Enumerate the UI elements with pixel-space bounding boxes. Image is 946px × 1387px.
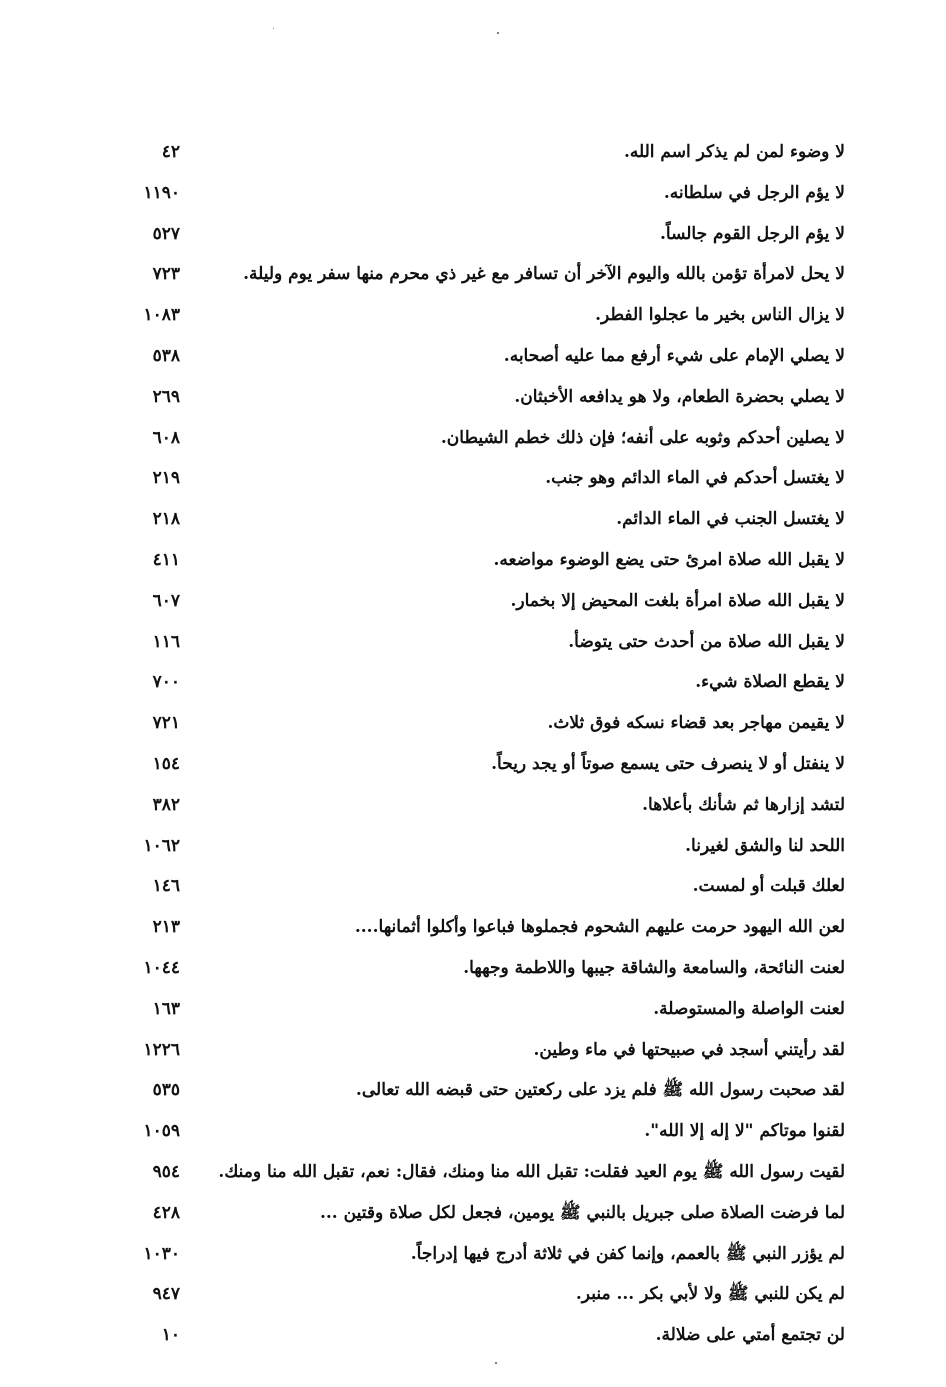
index-entry <box>70 1111 870 1152</box>
hadith-text: لن تجتمع أمتي على ضلالة. <box>655 1325 845 1346</box>
index-entry <box>70 336 870 377</box>
index-entry <box>70 1234 870 1275</box>
index-entry <box>70 1030 870 1071</box>
hadith-text: لعلك قبلت أو لمست. <box>692 876 845 897</box>
scan-speck <box>273 28 274 29</box>
hadith-text: لا يغتسل الجنب في الماء الدائم. <box>616 509 845 530</box>
index-entry <box>70 173 870 214</box>
index-entry <box>70 418 870 459</box>
hadith-text: لا يصلي بحضرة الطعام، ولا هو يدافعه الأخبثان. <box>514 386 845 407</box>
page-number: ١٠٤٤ <box>143 957 180 978</box>
page-number: ١٠ <box>161 1325 180 1346</box>
page-number: ٤١١ <box>152 549 180 570</box>
page-number: ١٤٦ <box>152 876 180 897</box>
page-number: ٦٠٧ <box>152 590 180 611</box>
page-number: ٦٠٨ <box>152 427 180 448</box>
page-number: ١٦٣ <box>152 998 180 1019</box>
index-entry <box>70 907 870 948</box>
hadith-text: لا يقبل الله صلاة امرأة بلغت المحيض إلا بخمار. <box>510 590 845 611</box>
index-entry <box>70 499 870 540</box>
hadith-text: لقنوا موتاكم "لا إله إلا الله". <box>644 1121 845 1142</box>
hadith-text: لا وضوء لمن لم يذكر اسم الله. <box>623 142 845 162</box>
hadith-text: لعنت الواصلة والمستوصلة. <box>653 998 845 1019</box>
page-number: ٩٥٤ <box>152 1161 180 1182</box>
hadith-text: لم يكن للنبي ﷺ ولا لأبي بكر ... منبر. <box>575 1284 845 1305</box>
page-number: ١٠٦٢ <box>143 835 180 856</box>
hadith-text: لا يقبل الله صلاة امرئ حتى يضع الوضوء مواضعه. <box>493 549 845 570</box>
page-number: ٧٢٣ <box>152 264 180 285</box>
page-number: ٢١٨ <box>152 509 180 530</box>
hadith-text: لا يحل لامرأة تؤمن بالله واليوم الآخر أن تسافر مع غير ذي محرم منها سفر يوم وليلة. <box>243 264 845 285</box>
page-number: ٥٢٧ <box>152 223 180 244</box>
index-entry <box>70 622 870 663</box>
index-entry <box>70 1274 870 1315</box>
page-number: ٣٨٢ <box>152 794 180 815</box>
index-entry <box>70 295 870 336</box>
hadith-text: لا يقطع الصلاة شيء. <box>695 672 845 693</box>
index-entry <box>70 826 870 867</box>
index-entry <box>70 948 870 989</box>
hadith-text: لما فرضت الصلاة صلى جبريل بالنبي ﷺ يومين، فجعل لكل صلاة وقتين ... <box>319 1202 845 1223</box>
index-entry <box>70 1070 870 1111</box>
index-entry <box>70 214 870 255</box>
hadith-text: لقد رأيتني أسجد في صبيحتها في ماء وطين. <box>533 1039 845 1060</box>
index-entry <box>70 989 870 1030</box>
page-number: ٤٢ <box>161 142 180 162</box>
hadith-index-list <box>70 132 870 1356</box>
hadith-text: لا يصلين أحدكم وثوبه على أنفه؛ فإن ذلك خطم الشيطان. <box>440 427 845 448</box>
page-number: ٢١٣ <box>152 917 180 938</box>
page-number: ١٠٨٣ <box>143 305 180 326</box>
page-number: ٩٤٧ <box>152 1284 180 1305</box>
hadith-text: لا يزال الناس بخير ما عجلوا الفطر. <box>595 305 845 326</box>
page-number: ٤٢٨ <box>152 1202 180 1223</box>
scan-speck <box>495 1362 497 1364</box>
index-entry <box>70 1152 870 1193</box>
index-entry <box>70 703 870 744</box>
hadith-text: لم يؤزر النبي ﷺ بالعمم، وإنما كفن في ثلاثة أدرج فيها إدراجاً. <box>410 1243 845 1264</box>
page-number: ٥٣٥ <box>152 1080 180 1101</box>
page-number: ٧٢١ <box>152 713 180 734</box>
hadith-text: لا يقيمن مهاجر بعد قضاء نسكه فوق ثلاث. <box>547 713 845 734</box>
scan-speck <box>497 32 499 34</box>
page-number: ٢١٩ <box>152 468 180 489</box>
index-entry <box>70 785 870 826</box>
page-number: ١٥٤ <box>152 753 180 774</box>
hadith-text: لعن الله اليهود حرمت عليهم الشحوم فجملوها فباعوا وأكلوا أثمانها.... <box>354 917 845 938</box>
page-number: ١١٦ <box>152 631 180 652</box>
index-entry <box>70 132 870 173</box>
hadith-text: لا يصلي الإمام على شيء أرفع مما عليه أصحابه. <box>503 345 845 366</box>
page-number: ١٠٣٠ <box>143 1243 180 1264</box>
index-entry <box>70 458 870 499</box>
hadith-text: لا يغتسل أحدكم في الماء الدائم وهو جنب. <box>545 468 845 489</box>
page-number: ٥٣٨ <box>152 345 180 366</box>
hadith-text: لقيت رسول الله ﷺ يوم العيد فقلت: تقبل الله منا ومنك، فقال: نعم، تقبل الله منا ومنك. <box>218 1161 845 1182</box>
index-entry <box>70 1315 870 1356</box>
hadith-text: لعنت النائحة، والسامعة والشاقة جيبها واللاطمة وجهها. <box>463 957 845 978</box>
index-entry <box>70 744 870 785</box>
page-number: ٢٦٩ <box>152 386 180 407</box>
page-number: ١٠٥٩ <box>143 1121 180 1142</box>
index-entry <box>70 581 870 622</box>
hadith-text: اللحد لنا والشق لغيرنا. <box>685 835 845 856</box>
index-entry <box>70 662 870 703</box>
hadith-text: لا يؤم الرجل في سلطانه. <box>663 182 845 203</box>
page-number: ٧٠٠ <box>152 672 180 693</box>
hadith-text: لقد صحبت رسول الله ﷺ فلم يزد على ركعتين حتى قبضه الله تعالى. <box>355 1080 845 1101</box>
index-entry <box>70 540 870 581</box>
hadith-text: لا يؤم الرجل القوم جالساً. <box>659 223 845 244</box>
page-number: ١٢٢٦ <box>143 1039 180 1060</box>
index-entry <box>70 254 870 295</box>
hadith-text: لتشد إزارها ثم شأنك بأعلاها. <box>642 794 845 815</box>
hadith-text: لا ينفتل أو لا ينصرف حتى يسمع صوتاً أو يجد ريحاً. <box>491 753 845 774</box>
index-entry <box>70 377 870 418</box>
page-number: ١١٩٠ <box>143 182 180 203</box>
hadith-text: لا يقبل الله صلاة من أحدث حتى يتوضأ. <box>568 631 845 652</box>
index-entry <box>70 866 870 907</box>
index-entry <box>70 1193 870 1234</box>
